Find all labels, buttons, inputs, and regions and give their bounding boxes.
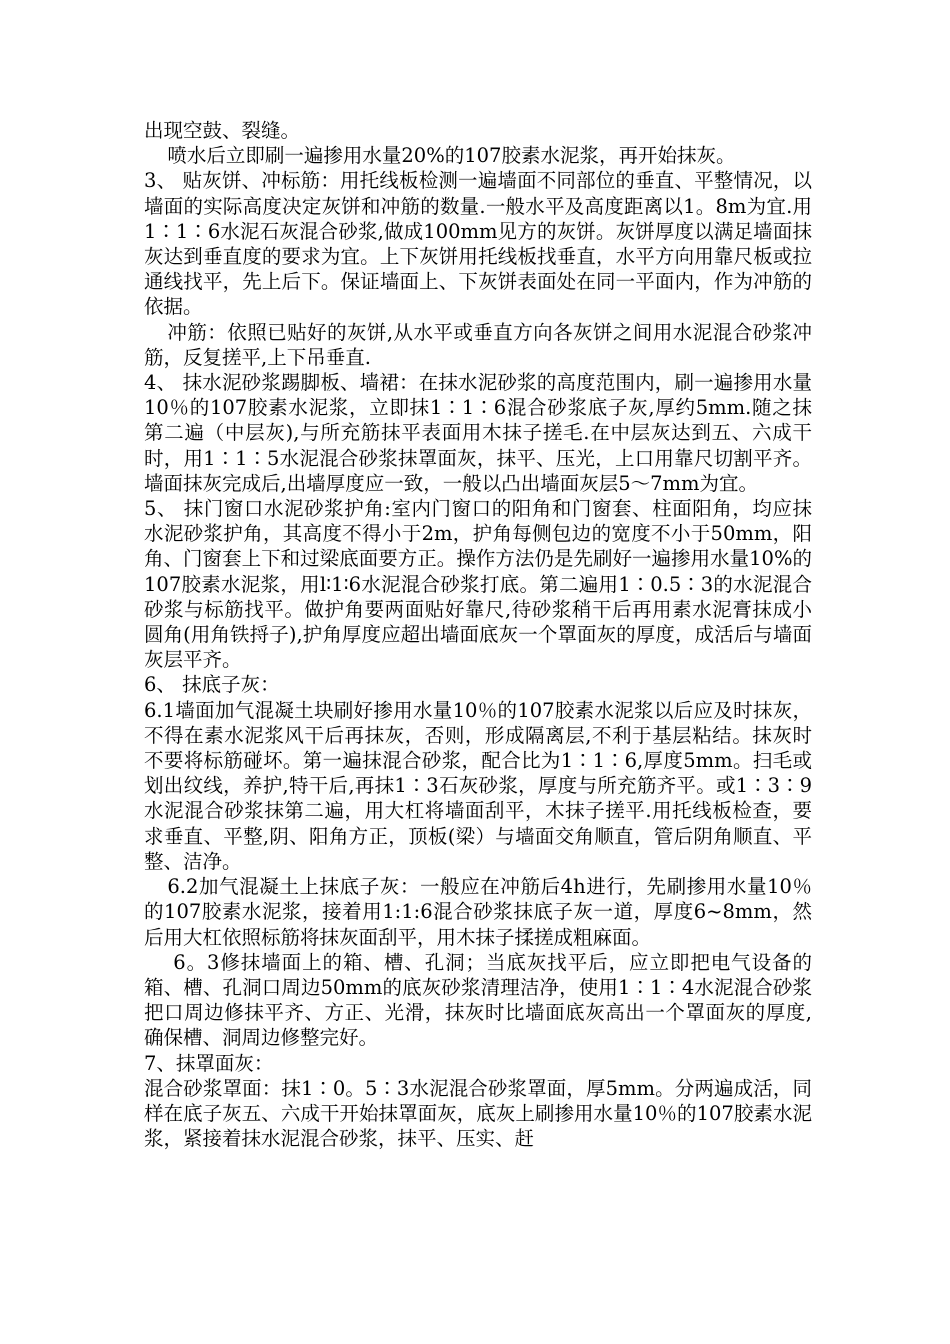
heading-section-6: 6、 抹底子灰：: [144, 673, 280, 697]
paragraph-mixed-mortar: 混合砂浆罩面：抹1∶0。5∶3水泥混合砂浆罩面，厚5mm。分两遍成活，同样在底子灰五、六成干开始抹罩面灰，底灰上刷掺用水量10％的107胶素水泥浆，紧接着抹水泥混合砂浆，抹平、压实、赶: [144, 1076, 812, 1151]
paragraph-section-5: 5、 抹门窗口水泥砂浆护角:室内门窗口的阳角和门窗套、柱面阳角，均应抹水泥砂浆护角，其高度不得小于2m，护角每侧包边的宽度不小于50mm，阳角、门窗套上下和过梁底面要方正。操作方法仍是先刷好一遍掺用水量10%的107胶素水泥浆，用l∶1∶6水泥混合砂浆打底。第二遍用1∶0.5∶3的水泥混合砂浆与标筋找平。做护角要两面贴好靠尺,待砂浆稍干后再用素水泥膏抹成小圆角(用角铁捋子),护角厚度应超出墙面底灰一个罩面灰的厚度，成活后与墙面灰层平齐。: [144, 497, 812, 672]
paragraph-spray-water: 喷水后立即刷一遍掺用水量20%的107胶素水泥浆，再开始抹灰。: [167, 144, 736, 168]
paragraph-section-3: 3、 贴灰饼、冲标筋：用托线板检测一遍墙面不同部位的垂直、平整情况，以墙面的实际高度决定灰饼和冲筋的数量.一般水平及高度距离以1。8m为宜.用1∶1∶6水泥石灰混合砂浆,做成100mm见方的灰饼。灰饼厚度以满足墙面抹灰达到垂直度的要求为宜。上下灰饼用托线板找垂直，水平方向用靠尺板或拉通线找平，先上后下。保证墙面上、下灰饼表面处在同一平面内，作为冲筋的依据。: [144, 169, 812, 319]
paragraph-section-4: 4、 抹水泥砂浆踢脚板、墙裙：在抹水泥砂浆的高度范围内，刷一遍掺用水量10％的107胶素水泥浆，立即抹1∶1∶6混合砂浆底子灰,厚约5mm.随之抹第二遍（中层灰),与所充筋抹平表面用木抹子搓毛.在中层灰达到五、六成干时，用1∶1∶5水泥混合砂浆抹罩面灰，抹平、压光，上口用靠尺切割平齐。墙面抹灰完成后,出墙厚度应一致，一般以凸出墙面灰层5～7mm为宜。: [144, 371, 812, 495]
paragraph-chongjin: 冲筋：依照已贴好的灰饼,从水平或垂直方向各灰饼之间用水泥混合砂浆冲筋，反复搓平,上下吊垂直.: [144, 320, 812, 369]
paragraph-6-3: 6。3修抹墙面上的箱、槽、孔洞；当底灰找平后，应立即把电气设备的箱、槽、孔洞口周边50mm的底灰砂浆清理洁净，使用1∶1∶4水泥混合砂浆把口周边修抹平齐、方正、光滑，抹灰时比墙面底灰高出一个罩面灰的厚度,确保槽、洞周边修整完好。: [144, 950, 812, 1050]
document-page: [144, 118, 812, 1151]
paragraph-6-2: 6.2加气混凝土上抹底子灰：一般应在冲筋后4h进行，先刷掺用水量10％的107胶素水泥浆，接着用1:1:6混合砂浆抹底子灰一道，厚度6~8mm，然后用大杠依照标筋将抹灰面刮平，用木抹子揉搓成粗麻面。: [144, 875, 812, 949]
paragraph-cracks: 出现空鼓、裂缝。: [144, 119, 301, 142]
paragraph-6-1: 6.1墙面加气混凝土块刷好掺用水量10％的107胶素水泥浆以后应及时抹灰，不得在素水泥浆风干后再抹灰，否则，形成隔离层,不利于基层粘结。抹灰时不要将标筋碰坏。第一遍抹混合砂浆，配合比为1∶1∶6,厚度5mm。扫毛或划出纹线，养护,特干后,再抹1∶3石灰砂浆，厚度与所充筋齐平。或1∶3∶9水泥混合砂浆抹第二遍，用大杠将墙面刮平，木抹子搓平.用托线板检查，要求垂直、平整,阴、阳角方正，顶板(梁）与墙面交角顺直，管后阴角顺直、平整、洁净。: [144, 698, 812, 873]
heading-section-7: 7、抹罩面灰：: [144, 1051, 274, 1075]
